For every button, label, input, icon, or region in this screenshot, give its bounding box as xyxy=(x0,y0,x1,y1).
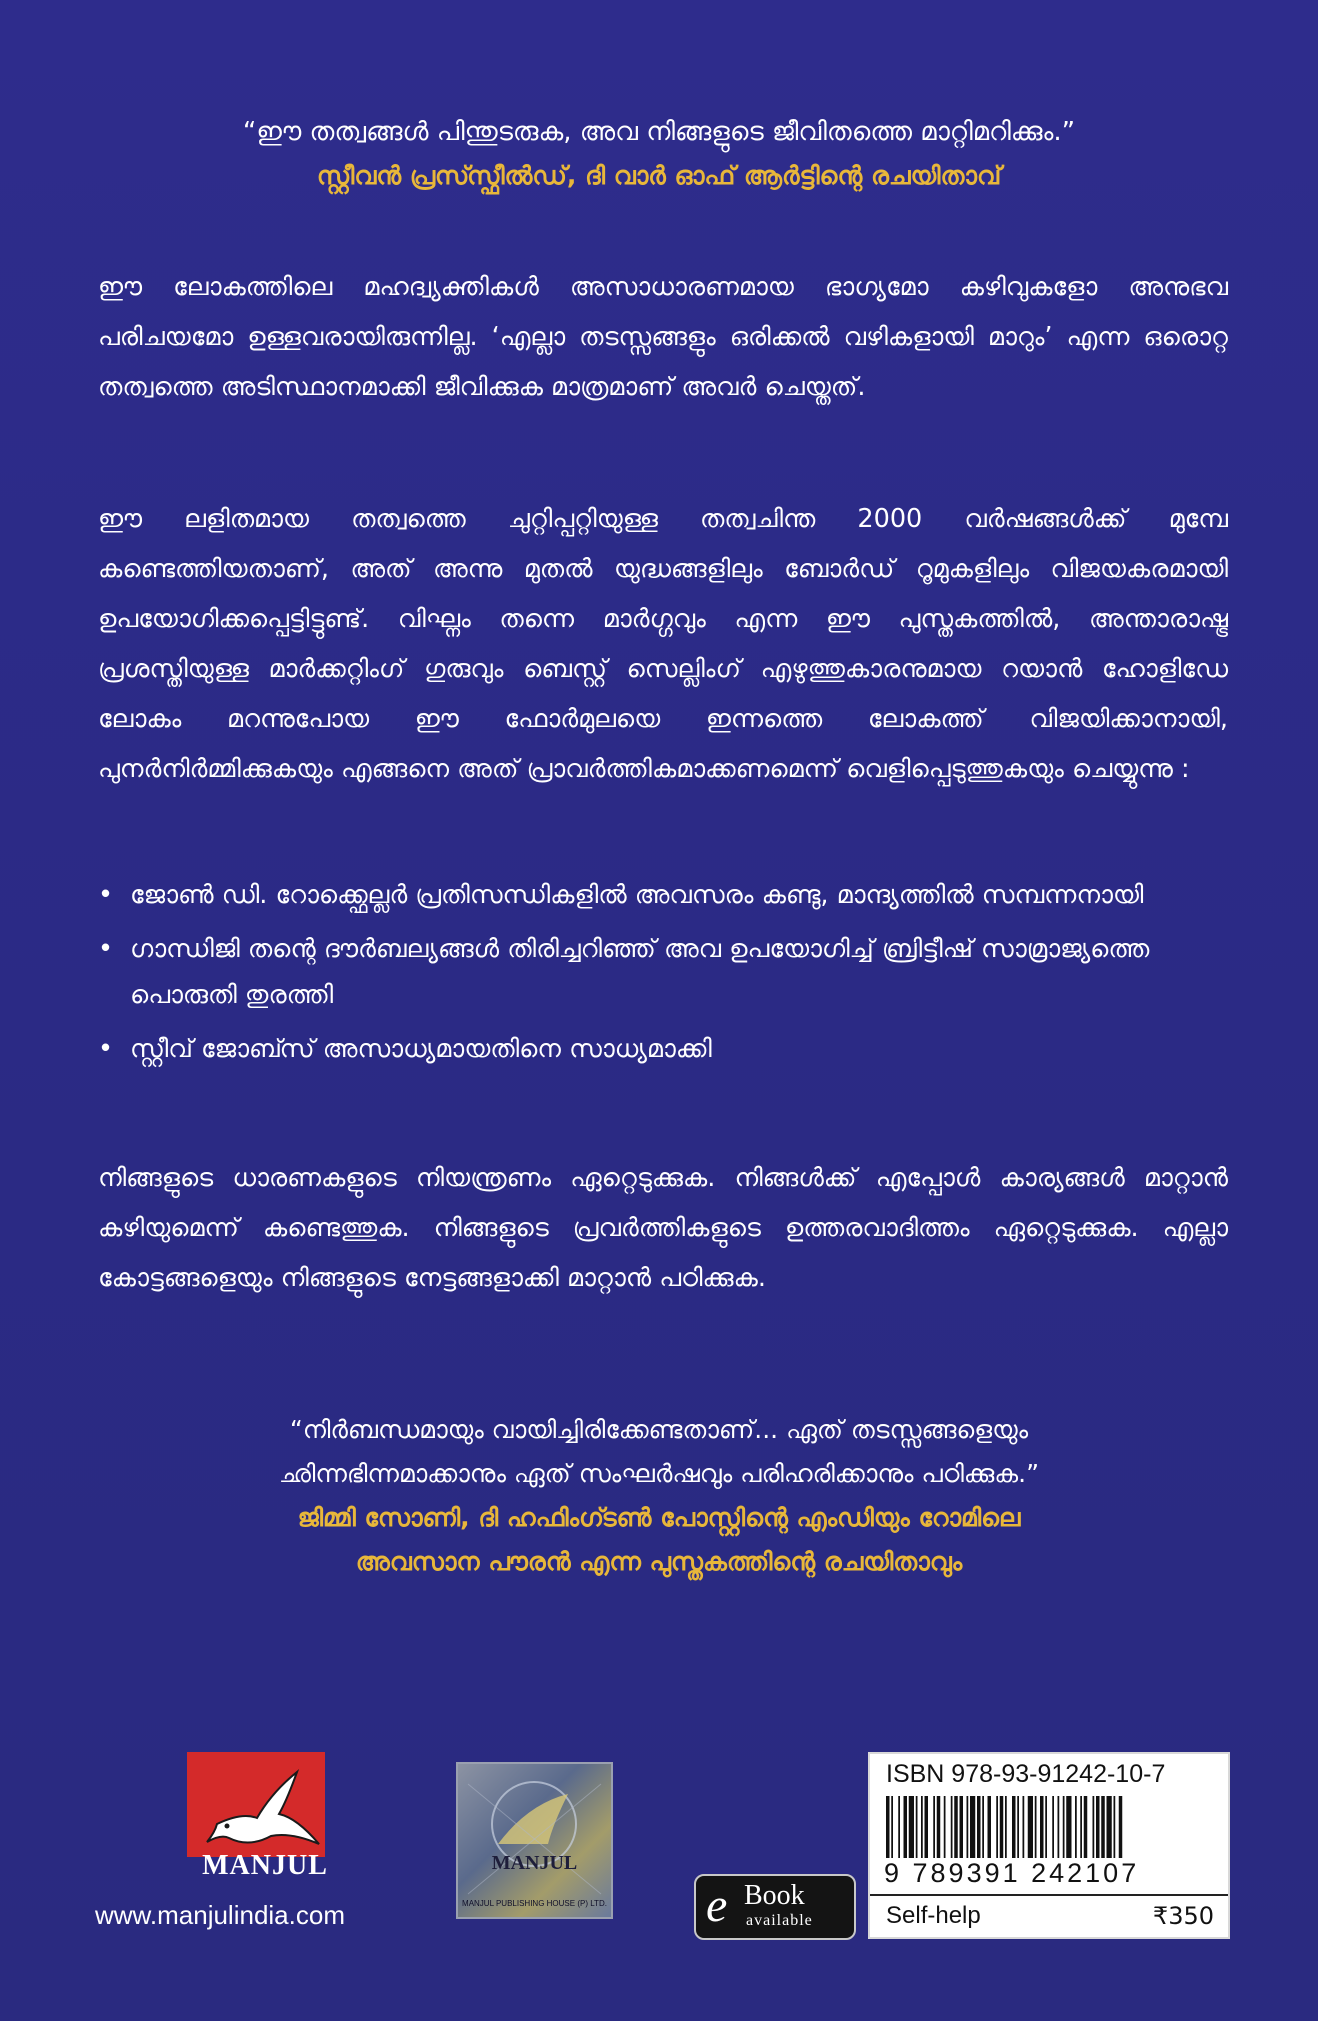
barcode-bar xyxy=(970,1796,975,1858)
barcode-bar xyxy=(1084,1796,1088,1858)
hologram-sticker xyxy=(456,1762,613,1919)
barcode-bar xyxy=(1000,1796,1004,1858)
barcode-bar xyxy=(1052,1796,1054,1858)
barcode-bar xyxy=(951,1796,953,1858)
barcode-bar xyxy=(960,1796,964,1858)
barcode-bar xyxy=(1005,1796,1007,1858)
barcode-bar xyxy=(1012,1796,1016,1858)
bottom-quote-attribution-2: അവസാന പൗരൻ എന്ന പുസ്തകത്തിന്റെ രചയിതാവും xyxy=(355,1547,963,1576)
manjul-logo-icon xyxy=(187,1752,325,1857)
barcode-bar xyxy=(967,1796,969,1858)
bottom-quote-line-2: ഛിന്നഭിന്നമാക്കാനും ഏത് സംഘർഷവും പരിഹരിക്കാനും പഠിക്കുക.” xyxy=(278,1459,1040,1488)
barcode-bar xyxy=(1028,1796,1033,1858)
bullet-item: • സ്റ്റീവ് ജോബ്സ് അസാധ്യമായതിനെ സാധ്യമാക്കി xyxy=(98,1026,1228,1072)
barcode-bar xyxy=(996,1796,998,1858)
bullet-item: • ജോൺ ഡി. റോക്ക്ഫെല്ലർ പ്രതിസന്ധികളിൽ അവസരം കണ്ടു, മാന്ദ്യത്തിൽ സമ്പന്നനായി xyxy=(98,872,1228,918)
barcode-bar xyxy=(1080,1796,1082,1858)
barcode-bar xyxy=(1045,1796,1047,1858)
barcode-bar xyxy=(1017,1796,1019,1858)
barcode-bar xyxy=(933,1796,935,1858)
barcode-bar xyxy=(891,1796,893,1858)
top-quote xyxy=(90,110,1228,198)
barcode-bar xyxy=(977,1796,981,1858)
isbn-label: ISBN 978-93-91242-10-7 xyxy=(886,1760,1166,1788)
ebook-available-badge xyxy=(694,1874,856,1940)
barcode-icon xyxy=(884,1796,1214,1858)
barcode-bar xyxy=(886,1796,890,1858)
barcode-bar xyxy=(1119,1796,1123,1858)
barcode-bar xyxy=(988,1796,992,1858)
paragraph-2: ഈ ലളിതമായ തത്വത്തെ ചുറ്റിപ്പറ്റിയുള്ള തത്വചിന്ത 2000 വർഷങ്ങൾക്ക് മുമ്പേ കണ്ടെത്തിയതാണ്, അത് അന്നു മുതൽ യുദ്ധങ്ങളിലും ബോർഡ് റൂമുകളിലും വിജയകരമായി ഉപയോഗിക്കപ്പെട്ടിട്ടുണ്ട്. വിഘ്നം തന്നെ മാർഗ്ഗവും എന്ന ഈ പുസ്തകത്തിൽ, അന്താരാഷ്ട്ര പ്രശസ്തിയുള്ള മാർക്കറ്റിംഗ് ഗുരുവും ബെസ്റ്റ് സെല്ലിംഗ് എഴുത്തുകാരനുമായ റയാൻ ഹോളിഡേ ലോകം മറന്നുപോയ ഈ ഫോർമുലയെ ഇന്നത്തെ ലോകത്ത് വിജയിക്കാനായി, പുനർനിർമ്മിക്കുകയും എങ്ങനെ അത് പ്രാവർത്തികമാക്കണമെന്ന് വെളിപ്പെടുത്തുകയും ചെയ്യുന്നു : xyxy=(98,504,1228,784)
barcode-bar xyxy=(1040,1796,1044,1858)
barcode-bar xyxy=(1093,1796,1095,1858)
barcode-bar xyxy=(1023,1796,1025,1858)
barcode-bar xyxy=(1075,1796,1077,1858)
barcode-bar xyxy=(1101,1796,1105,1858)
bullet-list xyxy=(98,872,1228,1080)
top-quote-attribution: സ്റ്റീവൻ പ്രസ്സ്ഫീൽഡ്, ദി വാർ ഓഫ് ആർട്ടിന്റെ രചയിതാവ് xyxy=(316,161,1002,190)
barcode-bar xyxy=(1063,1796,1065,1858)
barcode-bar xyxy=(1107,1796,1112,1858)
publisher-name: MANJUL xyxy=(202,1850,328,1881)
barcode-bar xyxy=(909,1796,914,1858)
barcode-bar xyxy=(898,1796,900,1858)
barcode-bar xyxy=(921,1796,923,1858)
hologram-name: MANJUL xyxy=(491,1852,578,1874)
barcode-bar xyxy=(1066,1796,1071,1858)
barcode-box xyxy=(868,1752,1230,1939)
barcode-bar xyxy=(1058,1796,1060,1858)
paragraph-3: നിങ്ങളുടെ ധാരണകളുടെ നിയന്ത്രണം ഏറ്റെടുക്കുക. നിങ്ങൾക്ക് എപ്പോൾ കാര്യങ്ങൾ മാറ്റാൻ കഴിയുമെന്ന് കണ്ടെത്തുക. നിങ്ങളുടെ പ്രവർത്തികളുടെ ഉത്തരവാദിത്തം ഏറ്റെടുക്കുക. എല്ലാ കോട്ടങ്ങളെയും നിങ്ങളുടെ നേട്ടങ്ങളാക്കി മാറ്റാൻ പഠിക്കുക. xyxy=(98,1163,1228,1293)
bottom-quote xyxy=(140,1408,1178,1584)
barcode-digits: 9 789391 242107 xyxy=(884,1858,1140,1888)
barcode-bar xyxy=(1114,1796,1116,1858)
publisher-website: www.manjulindia.com xyxy=(95,1900,345,1930)
barcode-bar xyxy=(916,1796,918,1858)
ebook-e-letter: e xyxy=(706,1879,728,1932)
barcode-bar xyxy=(954,1796,958,1858)
barcode-bar xyxy=(937,1796,941,1858)
barcode-divider xyxy=(870,1894,1228,1896)
hologram-subtext: MANJUL PUBLISHING HOUSE (P) LTD. xyxy=(462,1899,607,1908)
paragraph-1: ഈ ലോകത്തിലെ മഹദ്വ്യക്തികൾ അസാധാരണമായ ഭാഗ്യമോ കഴിവുകളോ അനുഭവ പരിചയമോ ഉള്ളവരായിരുന്നില്ല. ‘എല്ലാ തടസ്സങ്ങളും ഒരിക്കൽ വഴികളായി മാറും’ എന്ന ഒരൊറ്റ തത്വത്തെ അടിസ്ഥാനമാക്കി ജീവിക്കുക മാത്രമാണ് അവർ ചെയ്തത്. xyxy=(98,272,1228,402)
barcode-bar xyxy=(944,1796,946,1858)
book-price: ₹350 xyxy=(1152,1902,1214,1930)
barcode-bar xyxy=(982,1796,984,1858)
top-quote-text: “ഈ തത്വങ്ങൾ പിന്തുടരുക, അവ നിങ്ങളുടെ ജീവിതത്തെ മാറ്റിമറിക്കും.” xyxy=(242,117,1076,147)
barcode-bar xyxy=(1096,1796,1100,1858)
bottom-quote-line-1: “നിർബന്ധമായും വായിച്ചിരിക്കേണ്ടതാണ്... ഏത് തടസ്സങ്ങളെയും xyxy=(289,1415,1029,1444)
ebook-available-label: available xyxy=(746,1912,813,1929)
barcode-bar xyxy=(1035,1796,1037,1858)
bullet-item: • ഗാന്ധിജി തന്റെ ദൗർബല്യങ്ങൾ തിരിച്ചറിഞ്ഞ് അവ ഉപയോഗിച്ച് ബ്രിട്ടീഷ് സാമ്രാജ്യത്തെ പൊരുതി തുരത്തി xyxy=(98,926,1228,1018)
barcode-bar xyxy=(925,1796,929,1858)
barcode-bar xyxy=(904,1796,908,1858)
book-category: Self-help xyxy=(886,1902,981,1929)
ebook-book-label: Book xyxy=(744,1880,805,1911)
bottom-quote-attribution-1: ജിമ്മി സോണി, ദി ഹഫിംഗ്ടൺ പോസ്റ്റിന്റെ എംഡിയും റോമിലെ xyxy=(297,1503,1021,1532)
